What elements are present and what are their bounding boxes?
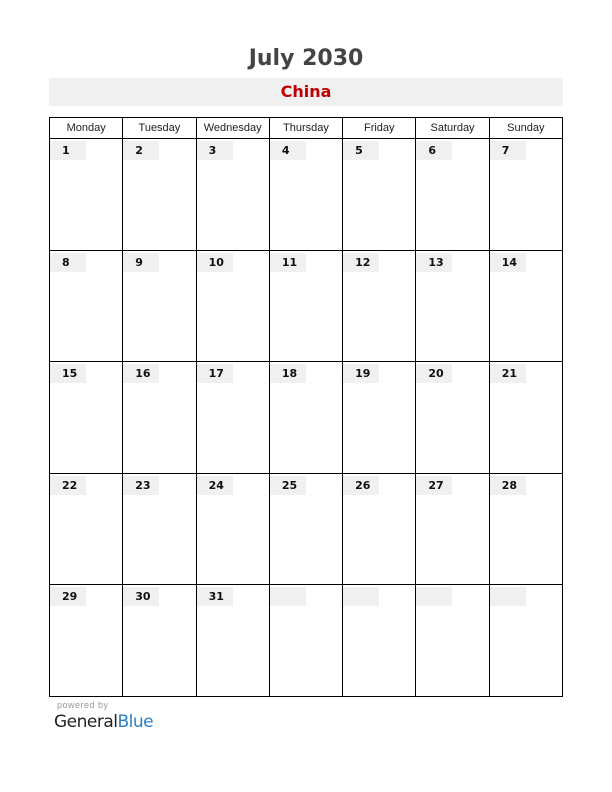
day-cell	[343, 585, 416, 697]
day-number: 12	[343, 253, 379, 272]
week-row-5	[50, 585, 562, 697]
weekday-saturday: Saturday	[416, 118, 489, 138]
day-number: 27	[416, 476, 452, 495]
day-cell	[343, 251, 416, 362]
day-number: 22	[50, 476, 86, 495]
day-number	[416, 587, 452, 606]
day-number	[270, 587, 306, 606]
day-cell	[123, 585, 196, 697]
day-number: 14	[490, 253, 526, 272]
day-number: 19	[343, 364, 379, 383]
day-number: 10	[197, 253, 233, 272]
weekday-friday: Friday	[343, 118, 416, 138]
week-row-2	[50, 251, 562, 363]
day-cell	[197, 139, 270, 250]
day-number: 23	[123, 476, 159, 495]
day-cell	[416, 139, 489, 250]
weekday-sunday: Sunday	[507, 122, 545, 134]
day-number: 31	[197, 587, 233, 606]
day-cell	[123, 139, 196, 250]
week-row-4	[50, 474, 562, 586]
day-number: 2	[123, 141, 159, 160]
day-cell	[416, 585, 489, 697]
day-number	[343, 587, 379, 606]
day-number: 24	[197, 476, 233, 495]
day-number: 8	[50, 253, 86, 272]
day-number: 17	[197, 364, 233, 383]
day-cell	[50, 251, 123, 362]
day-cell	[123, 251, 196, 362]
week-row-3	[50, 362, 562, 474]
day-number: 11	[270, 253, 306, 272]
brand-blue-text: Blue	[117, 712, 154, 732]
day-cell	[343, 362, 416, 473]
day-cell	[197, 251, 270, 362]
day-number: 4	[270, 141, 306, 160]
day-cell	[50, 585, 123, 697]
day-cell	[343, 139, 416, 250]
day-number: 5	[343, 141, 379, 160]
week-row-1	[50, 139, 562, 251]
weekday-tuesday: Tuesday	[123, 118, 196, 138]
day-cell	[270, 474, 343, 585]
weekday-header-row	[50, 118, 562, 139]
generalblue-logo[interactable]	[54, 712, 153, 732]
powered-by-label: powered by	[57, 700, 109, 710]
day-cell	[123, 474, 196, 585]
day-cell	[50, 139, 123, 250]
day-cell	[270, 251, 343, 362]
day-number: 7	[490, 141, 526, 160]
calendar-title: July 2030	[248, 46, 364, 71]
day-cell	[50, 474, 123, 585]
day-number: 30	[123, 587, 159, 606]
day-cell	[270, 362, 343, 473]
day-cell	[416, 362, 489, 473]
day-cell	[343, 474, 416, 585]
day-number: 16	[123, 364, 159, 383]
day-number: 9	[123, 253, 159, 272]
day-cell	[416, 251, 489, 362]
day-cell	[270, 585, 343, 697]
day-cell	[197, 474, 270, 585]
day-cell	[490, 139, 562, 250]
day-number: 28	[490, 476, 526, 495]
day-cell	[197, 585, 270, 697]
day-number: 3	[197, 141, 233, 160]
day-cell	[50, 362, 123, 473]
calendar-grid	[49, 117, 563, 697]
day-cell	[270, 139, 343, 250]
brand-general-text: General	[54, 712, 118, 732]
day-number: 26	[343, 476, 379, 495]
day-number: 25	[270, 476, 306, 495]
weekday-monday: Monday	[50, 118, 123, 138]
day-cell	[197, 362, 270, 473]
day-number	[490, 587, 526, 606]
day-cell	[490, 585, 562, 697]
day-cell	[490, 362, 562, 473]
day-number: 21	[490, 364, 526, 383]
weekday-wednesday: Wednesday	[197, 118, 270, 138]
day-number: 15	[50, 364, 86, 383]
day-number: 1	[50, 141, 86, 160]
day-number: 13	[416, 253, 452, 272]
day-cell	[490, 474, 562, 585]
country-name: China	[280, 82, 332, 101]
day-number: 29	[50, 587, 86, 606]
day-number: 6	[416, 141, 452, 160]
day-number: 18	[270, 364, 306, 383]
day-cell	[123, 362, 196, 473]
weekday-thursday: Thursday	[270, 118, 343, 138]
day-number: 20	[416, 364, 452, 383]
day-cell	[490, 251, 562, 362]
country-banner	[49, 78, 563, 106]
day-cell	[416, 474, 489, 585]
